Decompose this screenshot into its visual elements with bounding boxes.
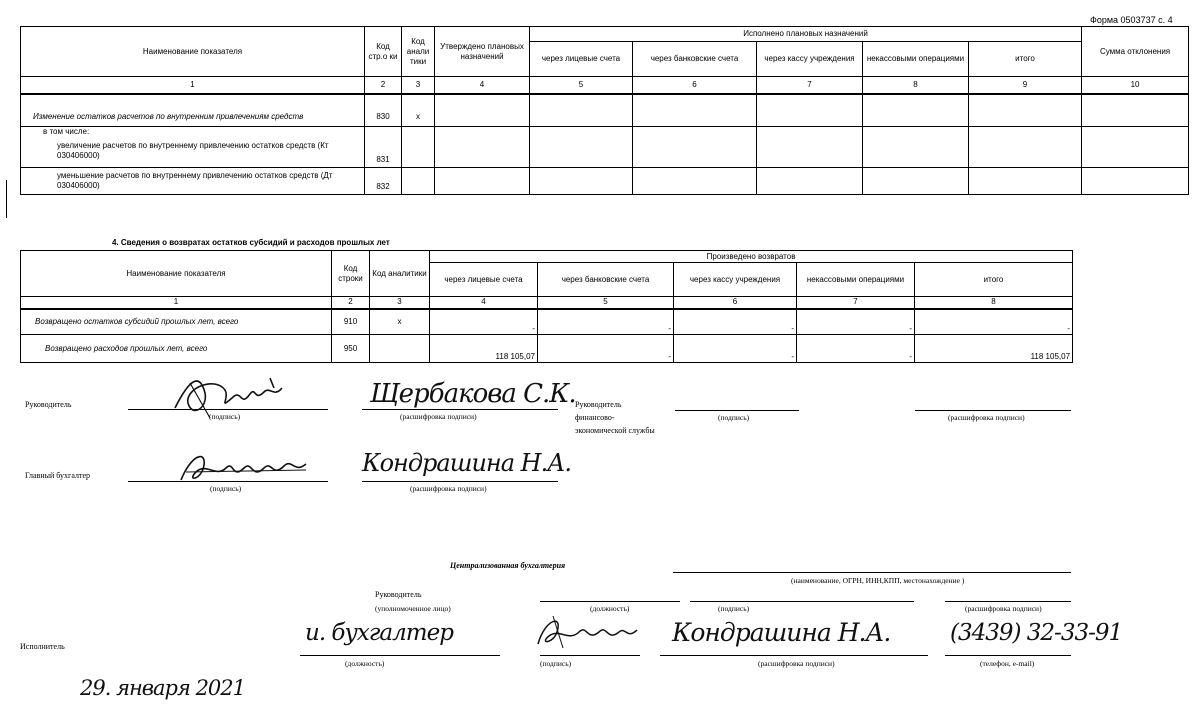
row-name: в том числе: bbox=[43, 127, 90, 136]
head-decode: Щербакова С.К. bbox=[370, 379, 576, 409]
fin-head-label-3: экономической службы bbox=[575, 426, 655, 435]
header-via-bank: через банковские счета bbox=[538, 263, 674, 297]
header-code-line: Код стр.о ки bbox=[365, 27, 402, 77]
header-code-analytics: Код анали тики bbox=[402, 27, 435, 77]
row-code: 831 bbox=[365, 127, 402, 168]
head-sign-caption: (подпись) bbox=[209, 412, 241, 421]
table-row bbox=[21, 335, 1073, 363]
executor-phone-caption: (телефон, e-mail) bbox=[980, 659, 1035, 668]
returns-table bbox=[20, 250, 1073, 363]
header-via-bank: через банковские счета bbox=[633, 42, 757, 77]
section-title: 4. Сведения о возвратах остатков субсидий и расходов прошлых лет bbox=[112, 238, 390, 247]
header-code-analytics: Код аналитики bbox=[370, 251, 430, 297]
chief-decode-caption: (расшифровка подписи) bbox=[410, 484, 487, 493]
row-value: - bbox=[538, 309, 674, 335]
table-row bbox=[21, 168, 1189, 195]
row-code: 832 bbox=[365, 168, 402, 195]
row-value: - bbox=[674, 309, 797, 335]
row-value: - bbox=[797, 335, 915, 363]
table-row bbox=[21, 94, 1189, 127]
col-number: 3 bbox=[370, 297, 430, 309]
signing-date: 29. января 2021 bbox=[80, 676, 246, 700]
row-value: 118 105,07 bbox=[430, 335, 538, 363]
row-name: увеличение расчетов по внутреннему привлечению остатков средств (Кт 030406000) bbox=[57, 141, 329, 160]
header-total: итого bbox=[915, 263, 1073, 297]
central-caption: (наименование, ОГРН, ИНН,КПП, местонахождение ) bbox=[791, 576, 965, 585]
cb-head-sub: (уполномоченное лицо) bbox=[375, 604, 451, 613]
row-analytics bbox=[402, 127, 435, 168]
header-name: Наименование показателя bbox=[21, 251, 332, 297]
header-group: Произведено возвратов bbox=[430, 251, 1073, 263]
col-number: 1 bbox=[21, 77, 365, 94]
executor-position-line bbox=[300, 655, 500, 656]
header-approved: Утверждено плановых назначений bbox=[435, 27, 530, 77]
row-analytics bbox=[402, 168, 435, 195]
col-number: 2 bbox=[365, 77, 402, 94]
executor-sign-line bbox=[540, 655, 640, 656]
header-code-line: Код строки bbox=[332, 251, 370, 297]
margin-line bbox=[6, 180, 7, 218]
col-number: 3 bbox=[402, 77, 435, 94]
header-via-personal: через лицевые счета bbox=[530, 42, 633, 77]
executor-decode-caption: (расшифровка подписи) bbox=[758, 659, 835, 668]
header-via-personal: через лицевые счета bbox=[430, 263, 538, 297]
header-total: итого bbox=[969, 42, 1082, 77]
executor-signature bbox=[533, 614, 643, 654]
cb-sign-caption: (подпись) bbox=[718, 604, 750, 613]
row-value: - bbox=[430, 309, 538, 335]
fin-sign-line bbox=[675, 410, 799, 411]
executor-decode-line bbox=[660, 655, 928, 656]
col-number: 8 bbox=[863, 77, 969, 94]
cb-head-label: Руководитель bbox=[375, 590, 422, 599]
head-label: Руководитель bbox=[25, 400, 72, 409]
executor-phone: (3439) 32-33-91 bbox=[950, 620, 1123, 646]
header-via-cash: через кассу учреждения bbox=[757, 42, 863, 77]
fin-head-label-2: финансово- bbox=[575, 413, 615, 422]
row-value: - bbox=[915, 309, 1073, 335]
row-code: 830 bbox=[365, 94, 402, 127]
row-value: - bbox=[674, 335, 797, 363]
table-row bbox=[21, 127, 1189, 168]
chief-sign-caption: (подпись) bbox=[210, 484, 242, 493]
col-number: 6 bbox=[674, 297, 797, 309]
executor-decode: Кондрашина Н.А. bbox=[672, 618, 891, 647]
row-analytics: x bbox=[370, 309, 430, 335]
col-number: 7 bbox=[797, 297, 915, 309]
fin-sign-caption: (подпись) bbox=[718, 413, 750, 422]
col-number: 9 bbox=[969, 77, 1082, 94]
row-analytics: x bbox=[402, 94, 435, 127]
head-decode-caption: (расшифровка подписи) bbox=[400, 412, 477, 421]
col-number: 8 bbox=[915, 297, 1073, 309]
col-number: 4 bbox=[435, 77, 530, 94]
header-non-cash: некассовыми операциями bbox=[797, 263, 915, 297]
col-number: 10 bbox=[1082, 77, 1189, 94]
row-name-group bbox=[21, 127, 365, 168]
executor-phone-line bbox=[945, 655, 1071, 656]
cb-position-line bbox=[540, 601, 680, 602]
row-name: Возвращено расходов прошлых лет, всего bbox=[21, 335, 332, 363]
cb-sign-line bbox=[690, 601, 914, 602]
col-number: 5 bbox=[538, 297, 674, 309]
cb-decode-line bbox=[945, 601, 1071, 602]
col-number: 6 bbox=[633, 77, 757, 94]
executor-label: Исполнитель bbox=[20, 642, 65, 651]
executor-position-caption: (должность) bbox=[345, 659, 385, 668]
cb-decode-caption: (расшифровка подписи) bbox=[965, 604, 1042, 613]
head-decode-line bbox=[362, 409, 558, 410]
form-code: Форма 0503737 с. 4 bbox=[1090, 15, 1173, 25]
table-row bbox=[21, 309, 1073, 335]
cb-position-caption: (должность) bbox=[590, 604, 630, 613]
row-analytics bbox=[370, 335, 430, 363]
col-number: 4 bbox=[430, 297, 538, 309]
fin-decode-line bbox=[915, 410, 1071, 411]
row-code: 910 bbox=[332, 309, 370, 335]
header-executed-group: Исполнено плановых назначений bbox=[530, 27, 1082, 42]
col-number: 2 bbox=[332, 297, 370, 309]
executor-position: и. бухгалтер bbox=[305, 620, 453, 646]
row-value: 118 105,07 bbox=[915, 335, 1073, 363]
header-via-cash: через кассу учреждения bbox=[674, 263, 797, 297]
row-name: Изменение остатков расчетов по внутренним привлечениям средств bbox=[21, 94, 365, 127]
row-value: - bbox=[538, 335, 674, 363]
executor-sign-caption: (подпись) bbox=[540, 659, 572, 668]
header-name: Наименование показателя bbox=[21, 27, 365, 77]
col-number: 7 bbox=[757, 77, 863, 94]
header-deviation: Сумма отклонения bbox=[1082, 27, 1189, 77]
col-number: 5 bbox=[530, 77, 633, 94]
col-number: 1 bbox=[21, 297, 332, 309]
central-label: Централизованная бухгалтерия bbox=[450, 561, 566, 570]
head-signature bbox=[170, 368, 290, 428]
row-name: Возвращено остатков субсидий прошлых лет, всего bbox=[21, 309, 332, 335]
chief-signature bbox=[176, 450, 316, 490]
chief-decode: Кондрашина Н.А. bbox=[362, 449, 572, 477]
row-value: - bbox=[797, 309, 915, 335]
fin-decode-caption: (расшифровка подписи) bbox=[948, 413, 1025, 422]
chief-decode-line bbox=[362, 481, 558, 482]
chief-acc-label: Главный бухгалтер bbox=[25, 471, 90, 480]
fin-head-label-1: Руководитель bbox=[575, 400, 622, 409]
header-non-cash: некассовыми операциями bbox=[863, 42, 969, 77]
central-line bbox=[673, 572, 1071, 573]
row-code: 950 bbox=[332, 335, 370, 363]
execution-table bbox=[20, 26, 1189, 195]
row-name: уменьшение расчетов по внутреннему привлечению остатков средств (Дт 030406000) bbox=[21, 168, 365, 195]
